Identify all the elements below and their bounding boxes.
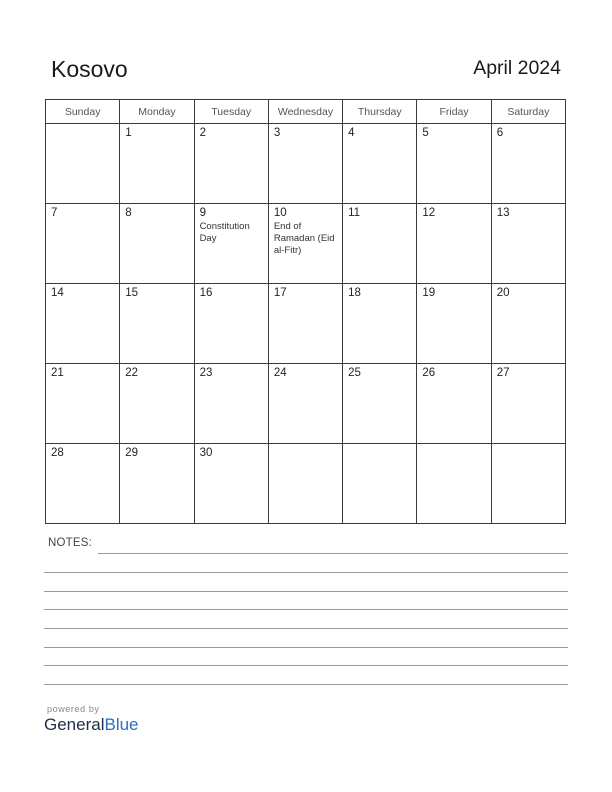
notes-line — [44, 591, 568, 592]
calendar-day-cell — [194, 284, 268, 364]
calendar-week-row — [46, 124, 566, 204]
calendar-day-cell — [46, 364, 120, 444]
calendar-day-cell — [268, 124, 342, 204]
notes-line — [44, 628, 568, 629]
day-number: 23 — [199, 367, 213, 379]
day-number: 26 — [422, 367, 436, 379]
calendar-day-cell — [194, 364, 268, 444]
day-number: 25 — [348, 367, 361, 379]
day-number: 13 — [496, 207, 510, 219]
day-number: 8 — [125, 207, 132, 219]
weekday-tuesday: Tuesday — [194, 100, 268, 124]
calendar-month-title: April 2024 — [473, 57, 561, 79]
calendar-grid — [45, 99, 566, 524]
holiday-label: Constitution Day — [199, 221, 250, 244]
generalblue-logo — [44, 716, 139, 734]
weekday-monday: Monday — [120, 100, 194, 124]
day-number: 5 — [422, 127, 429, 139]
calendar-day-cell — [491, 364, 565, 444]
notes-line — [44, 572, 568, 573]
weekday-header-row — [46, 100, 566, 124]
weekday-saturday: Saturday — [491, 100, 565, 124]
calendar-week-row — [46, 284, 566, 364]
weekday-sunday: Sunday — [46, 100, 120, 124]
day-number: 24 — [273, 367, 287, 379]
calendar-day-cell — [120, 364, 194, 444]
day-number: 4 — [348, 127, 355, 139]
calendar-day-cell — [417, 124, 491, 204]
calendar-day-cell — [120, 284, 194, 364]
calendar-day-cell — [120, 124, 194, 204]
weekday-wednesday: Wednesday — [268, 100, 342, 124]
day-number: 28 — [51, 447, 64, 459]
day-number: 16 — [199, 287, 213, 299]
calendar-day-cell — [46, 284, 120, 364]
day-number: 7 — [51, 207, 58, 219]
calendar-day-cell — [343, 284, 417, 364]
day-number: 12 — [422, 207, 436, 219]
calendar-day-cell — [343, 444, 417, 524]
calendar-day-cell — [491, 124, 565, 204]
day-number: 1 — [125, 127, 132, 139]
day-number: 21 — [51, 367, 64, 379]
notes-line — [44, 684, 568, 685]
calendar-week-row — [46, 364, 566, 444]
calendar-week-row — [46, 444, 566, 524]
calendar-day-cell — [417, 444, 491, 524]
calendar-day-cell — [343, 364, 417, 444]
notes-label: NOTES: — [48, 537, 93, 549]
logo-text-general: General — [44, 715, 105, 734]
notes-line — [44, 609, 568, 610]
calendar-day-cell — [417, 284, 491, 364]
day-number: 6 — [496, 127, 504, 139]
day-number: 14 — [51, 287, 64, 299]
calendar-day-cell — [417, 204, 491, 284]
day-number: 30 — [199, 447, 213, 459]
day-number: 29 — [125, 447, 139, 459]
calendar-day-cell — [491, 444, 565, 524]
logo-text-blue: Blue — [104, 715, 139, 734]
calendar-body — [46, 124, 566, 524]
calendar-day-cell — [268, 284, 342, 364]
day-number: 18 — [348, 287, 361, 299]
calendar-day-cell — [268, 444, 342, 524]
calendar-day-cell — [194, 444, 268, 524]
day-number: 9 — [199, 207, 206, 219]
calendar-day-cell — [343, 204, 417, 284]
day-number: 3 — [273, 127, 281, 139]
day-number: 19 — [422, 287, 436, 299]
calendar-day-cell — [46, 444, 120, 524]
footer-branding — [44, 704, 139, 734]
weekday-friday: Friday — [417, 100, 491, 124]
calendar-day-cell — [194, 124, 268, 204]
calendar-day-cell — [491, 284, 565, 364]
day-number: 2 — [199, 127, 206, 139]
day-number: 15 — [125, 287, 139, 299]
calendar-day-cell — [194, 204, 268, 284]
notes-line — [44, 665, 568, 666]
day-number: 27 — [496, 367, 510, 379]
day-number: 11 — [348, 207, 361, 219]
notes-line — [44, 647, 568, 648]
day-number: 20 — [496, 287, 510, 299]
calendar-day-cell — [268, 204, 342, 284]
calendar-week-row — [46, 204, 566, 284]
calendar-day-cell — [268, 364, 342, 444]
calendar-day-cell — [343, 124, 417, 204]
calendar-day-cell — [46, 124, 120, 204]
calendar-day-cell — [491, 204, 565, 284]
notes-line — [98, 553, 568, 554]
calendar-day-cell — [417, 364, 491, 444]
calendar-day-cell — [120, 444, 194, 524]
day-number: 17 — [273, 287, 287, 299]
calendar-day-cell — [120, 204, 194, 284]
day-number: 22 — [125, 367, 139, 379]
powered-by-text: powered by — [47, 704, 100, 714]
calendar-day-cell — [46, 204, 120, 284]
holiday-label: End of Ramadan (Eid al-Fitr) — [273, 221, 335, 256]
day-number: 10 — [273, 207, 287, 219]
weekday-thursday: Thursday — [343, 100, 417, 124]
calendar-country-title: Kosovo — [51, 56, 128, 82]
